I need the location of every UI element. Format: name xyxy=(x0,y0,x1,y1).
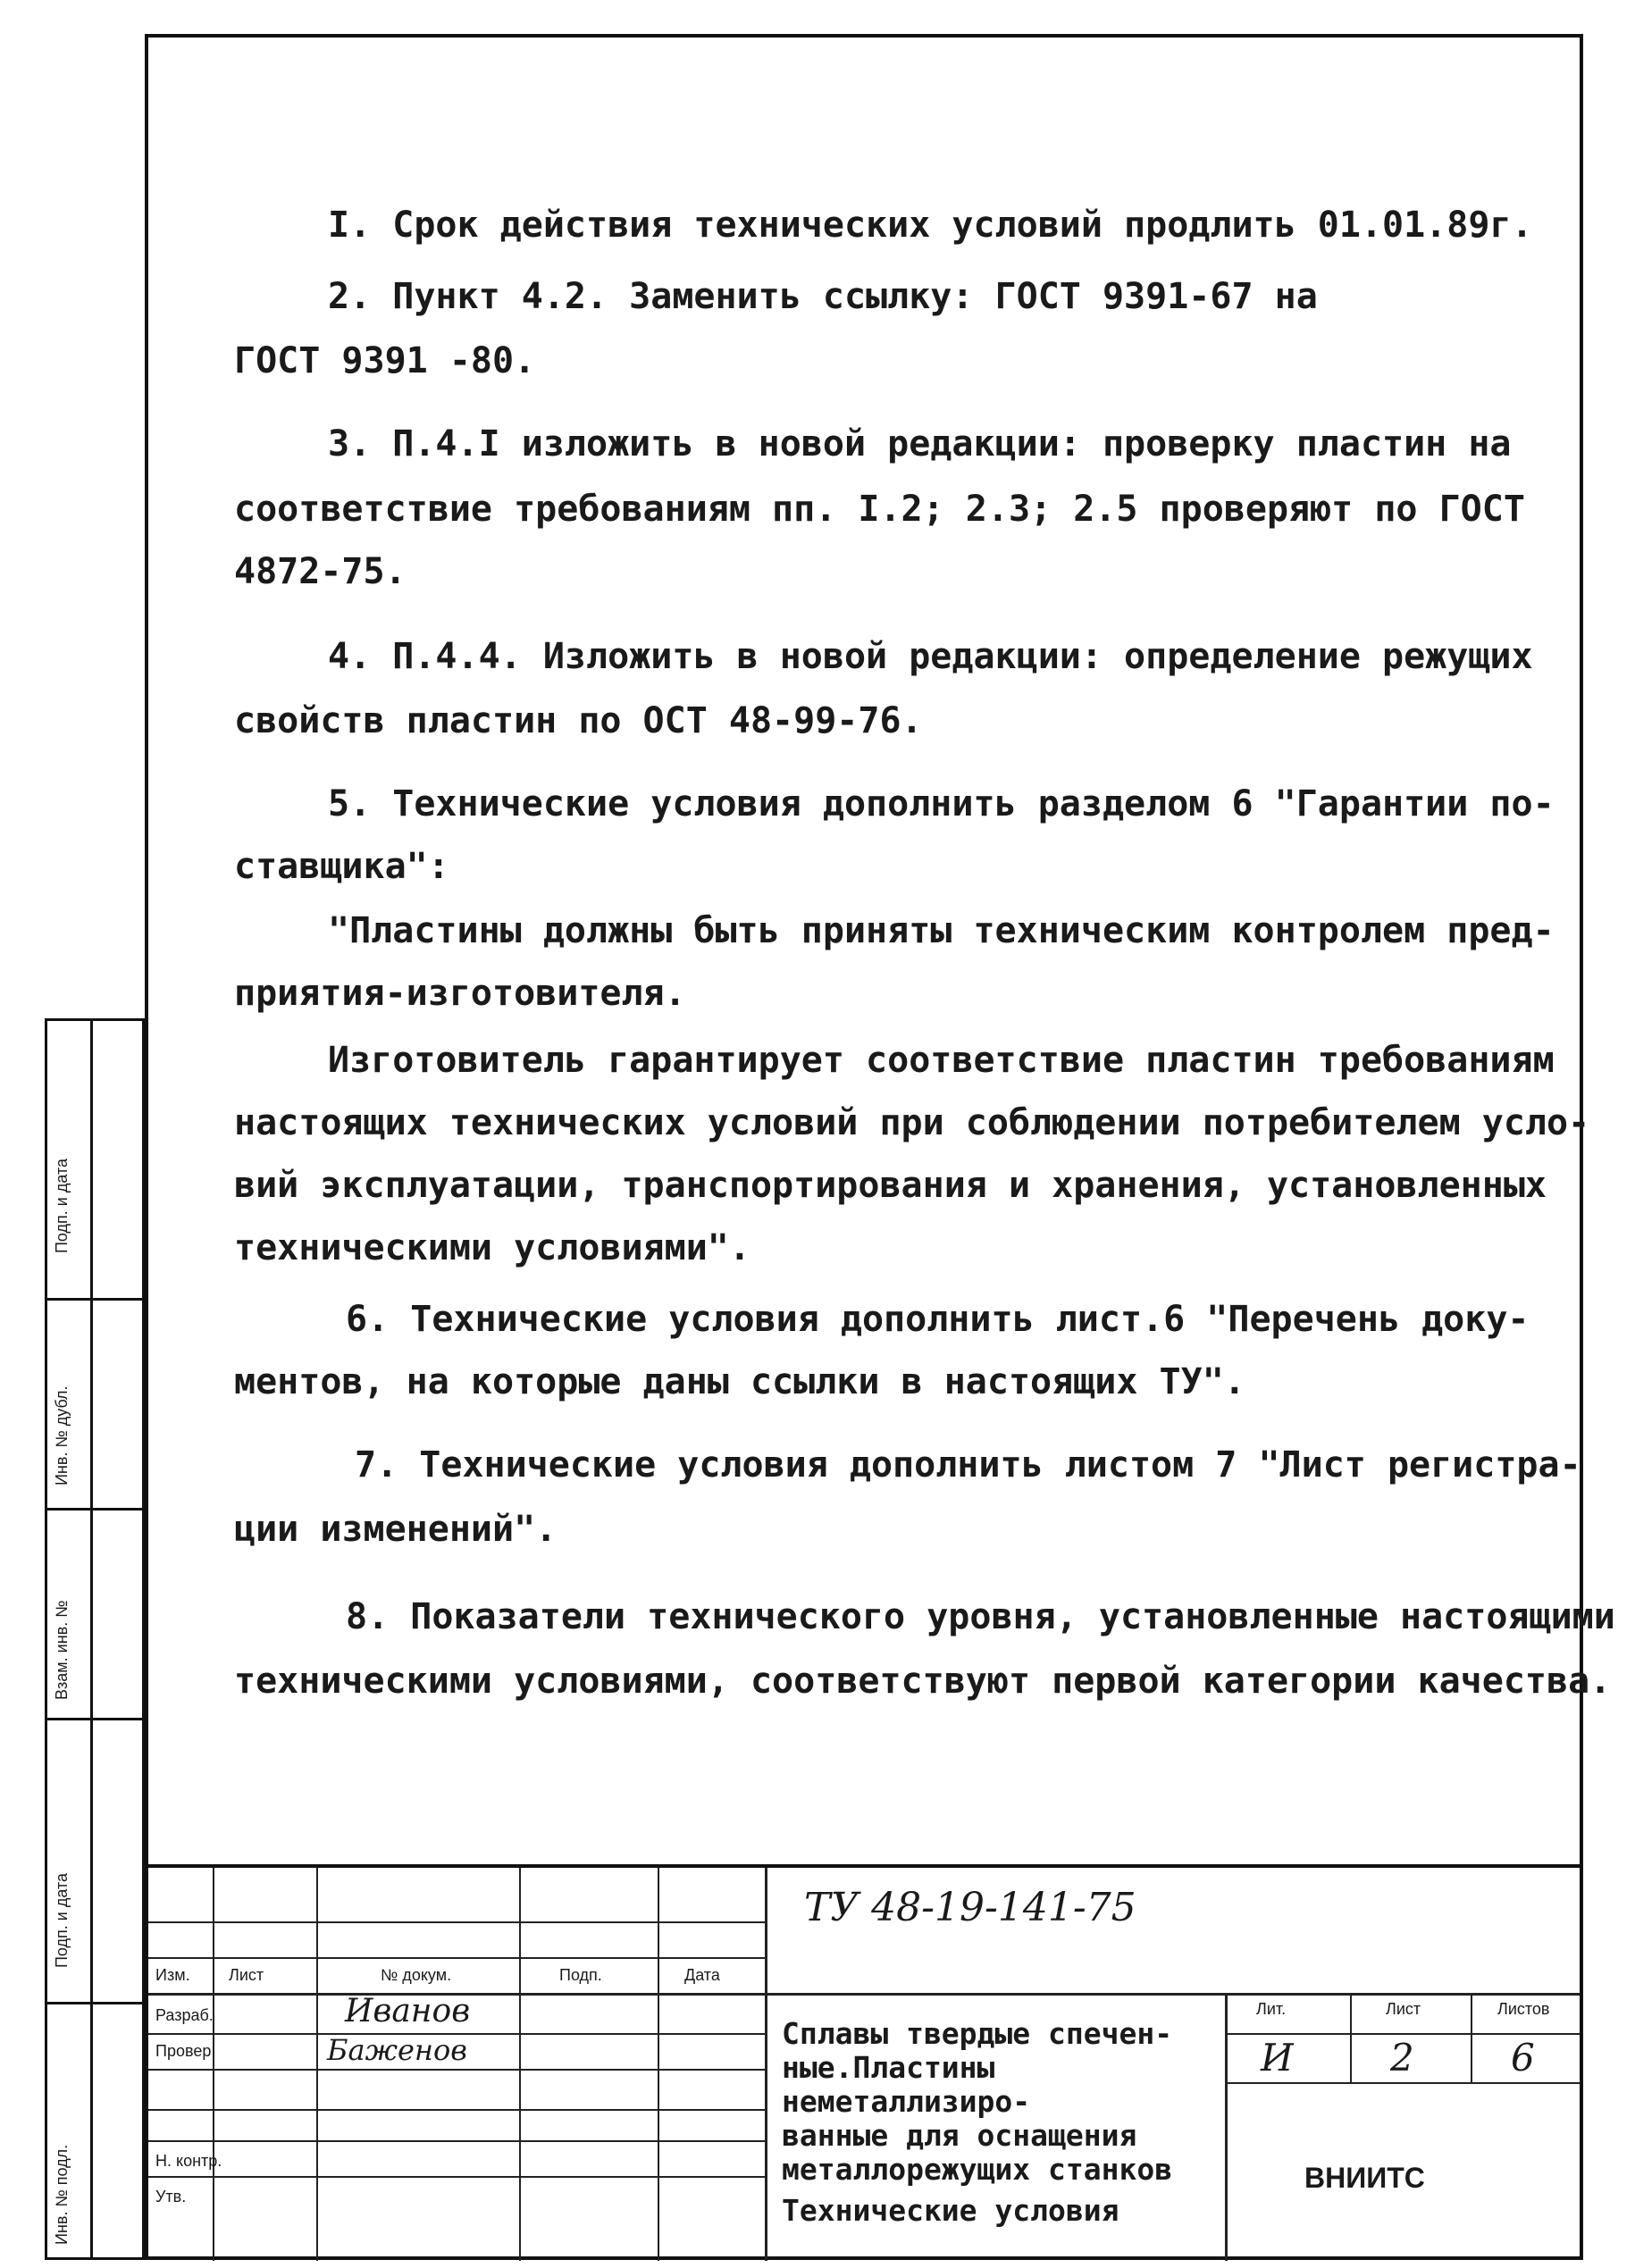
paragraph-5b: Изготовитель гарантирует соответствие пластин требованиям xyxy=(328,1040,1555,1081)
grid-line xyxy=(1225,2033,1580,2035)
paragraph-1: I. Срок действия технических условий продлить 01.01.89г. xyxy=(328,205,1533,246)
document-number: ТУ 48-19-141-75 xyxy=(804,1885,1136,1930)
grid-line xyxy=(519,1868,521,2261)
paragraph-5b-cont1: настоящих технических условий при соблюдении потребителем усло- xyxy=(234,1102,1590,1143)
grid-line xyxy=(148,2109,765,2111)
col-izm: Изм. xyxy=(155,1966,190,1984)
paragraph-3: 3. П.4.I изложить в новой редакции: проверку пластин на xyxy=(328,423,1512,464)
list-value: 2 xyxy=(1390,2036,1414,2080)
row-n-kontr: Н. контр. xyxy=(155,2152,222,2170)
col-podp: Подп. xyxy=(559,1966,602,1984)
grid-line xyxy=(1350,1993,1352,2082)
title-line: ванные для оснащения xyxy=(782,2118,1137,2153)
margin-label-podp-data: Подп. и дата xyxy=(53,1158,71,1253)
paragraph-6-cont: ментов, на которые даны ссылки в настоящих ТУ". xyxy=(234,1361,1245,1402)
paragraph-8: 8. Показатели технического уровня, установленные настоящими xyxy=(346,1596,1615,1637)
paragraph-5-cont: ставщика": xyxy=(234,846,449,887)
paragraph-3-end: 4872-75. xyxy=(234,551,407,592)
grid-line xyxy=(658,1868,659,2261)
listov-value: 6 xyxy=(1511,2036,1535,2080)
paragraph-7-cont: ции изменений". xyxy=(234,1509,558,1550)
strip-separator xyxy=(47,1718,142,1720)
row-razrab: Разраб. xyxy=(155,2006,214,2024)
paragraph-4: 4. П.4.4. Изложить в новой редакции: определение режущих xyxy=(328,636,1533,677)
title-line: Технические условия xyxy=(782,2193,1119,2228)
margin-label-podp-data-2: Подп. и дата xyxy=(53,1872,71,1968)
organization-name: ВНИИТС xyxy=(1304,2162,1425,2194)
col-data: Дата xyxy=(684,1966,720,1984)
grid-line xyxy=(148,2069,765,2071)
col-list: Лист xyxy=(229,1966,264,1984)
paragraph-8-cont: техническими условиями, соответствуют первой категории качества. xyxy=(234,1661,1612,1702)
grid-line xyxy=(213,1868,214,2261)
grid-line xyxy=(148,2176,765,2178)
row-utv: Утв. xyxy=(155,2188,187,2205)
paragraph-5a-cont: приятия-изготовителя. xyxy=(234,973,686,1014)
grid-line xyxy=(1471,1993,1472,2082)
margin-label-inv-podl: Инв. № подл. xyxy=(53,2144,71,2245)
strip-separator xyxy=(47,1298,142,1301)
title-line: ные.Пластины неметаллизиро- xyxy=(782,2050,1031,2119)
signature-razrab: Иванов xyxy=(345,1993,471,2029)
paragraph-2: 2. Пункт 4.2. Заменить ссылку: ГОСТ 9391-67 на xyxy=(328,276,1318,317)
paragraph-7: 7. Технические условия дополнить листом 7 "Лист регистра- xyxy=(355,1444,1581,1485)
col-doc: № докум. xyxy=(381,1966,452,1984)
paragraph-5a: "Пластины должны быть приняты техническим контролем пред- xyxy=(328,910,1555,951)
grid-line xyxy=(148,1921,765,1923)
list-label: Лист xyxy=(1386,2000,1421,2018)
grid-line xyxy=(1225,2082,1580,2084)
grid-line xyxy=(148,1957,765,1959)
strip-separator xyxy=(47,1508,142,1511)
grid-line xyxy=(148,2140,765,2142)
document-title xyxy=(782,2017,1228,2228)
strip-separator xyxy=(47,2002,142,2004)
grid-line xyxy=(316,1868,318,2261)
paragraph-5b-cont3: техническими условиями". xyxy=(234,1227,750,1268)
margin-strip xyxy=(45,1018,145,2260)
grid-line xyxy=(765,1868,767,2261)
paragraph-4-cont: свойств пластин по ОСТ 48-99-76. xyxy=(234,700,923,741)
title-line: металлорежущих станков xyxy=(782,2152,1173,2187)
margin-label-inv-dubl: Инв. № дубл. xyxy=(53,1385,71,1485)
row-prover: Провер. xyxy=(155,2042,216,2060)
signature-prover: Баженов xyxy=(327,2033,467,2067)
margin-label-vzam-inv: Взам. инв. № xyxy=(53,1600,71,1700)
paragraph-2-cont: ГОСТ 9391 -80. xyxy=(234,340,536,381)
paragraph-5: 5. Технические условия дополнить разделом 6 "Гарантии по- xyxy=(328,783,1555,824)
listov-label: Листов xyxy=(1497,2000,1550,2018)
paragraph-5b-cont2: вий эксплуатации, транспортирования и хранения, установленных xyxy=(234,1165,1547,1206)
paragraph-3-cont: соответствие требованиям пп. I.2; 2.3; 2.5 проверяют по ГОСТ xyxy=(234,489,1525,530)
paragraph-6: 6. Технические условия дополнить лист.6 "Перечень доку- xyxy=(346,1299,1530,1340)
strip-divider xyxy=(90,1021,93,2257)
lit-value: И xyxy=(1261,2036,1294,2080)
lit-label: Лит. xyxy=(1256,2000,1287,2018)
title-line: Сплавы твердые спечен- xyxy=(782,2016,1173,2051)
